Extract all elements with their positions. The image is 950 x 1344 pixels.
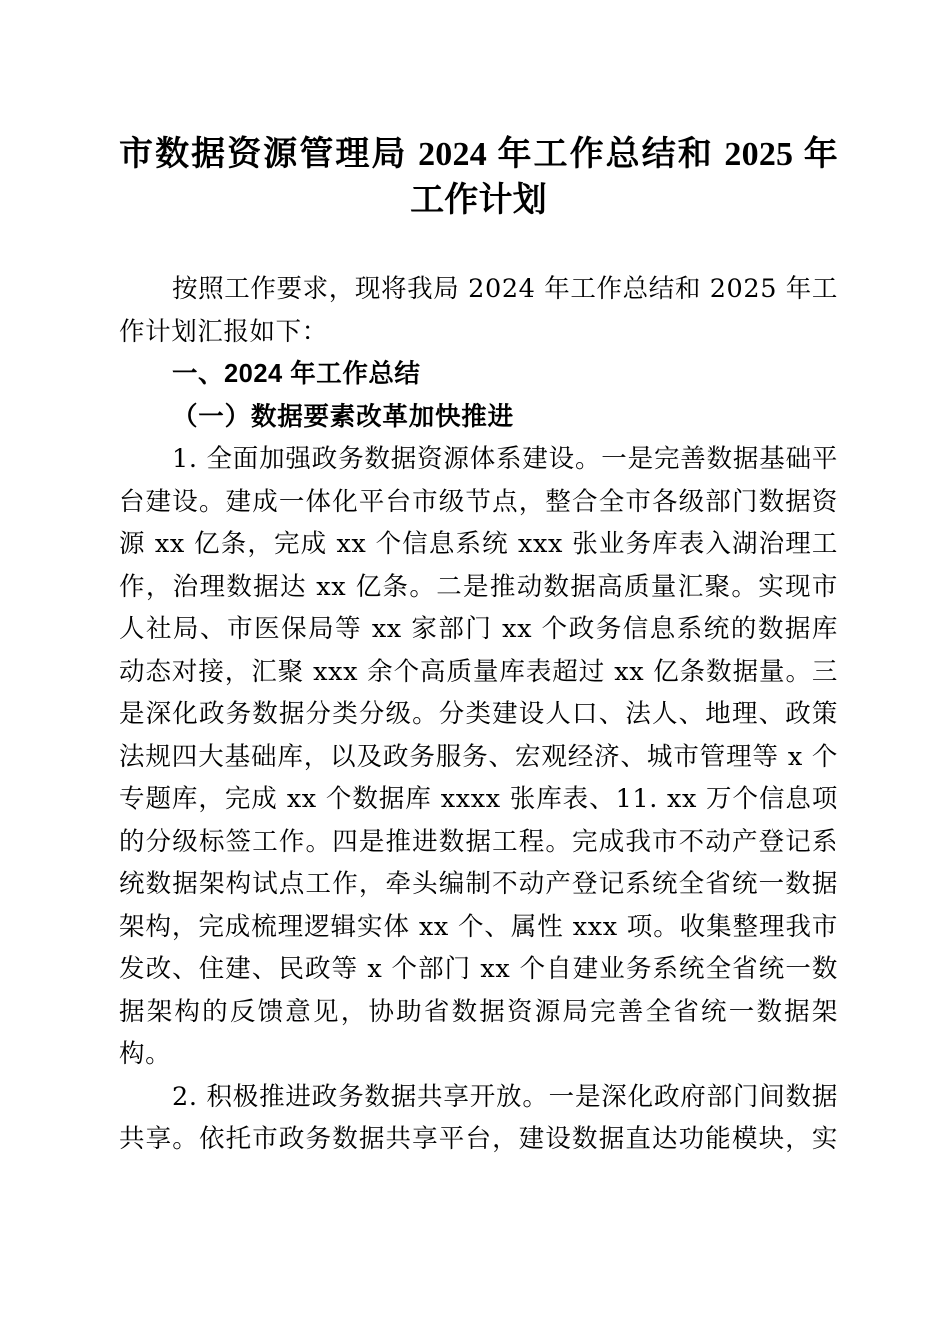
body-paragraph-1: 1. 全面加强政务数据资源体系建设。一是完善数据基础平台建设。建成一体化平台市级节点，整合全市各级部门数据资源 xx 亿条，完成 xx 个信息系统 xxx 张业务库表入湖治理工作，治理数据达 xx 亿条。二是推动数据高质量汇聚。实现市人社局、市医保局等 xx 家部门 xx 个政务信息系统的数据库动态对接，汇聚 xxx 余个高质量库表超过 xx 亿条数据量。三是深化政务数据分类分级。分类建设人口、法人、地理、政策法规四大基础库，以及政务服务、宏观经济、城市管理等 x 个专题库，完成 xx 个数据库 xxxx 张库表、11. xx 万个信息项的分级标签工作。四是推进数据工程。完成我市不动产登记系统数据架构试点工作，牵头编制不动产登记系统全省统一数据架构，完成梳理逻辑实体 xx 个、属性 xxx 项。收集整理我市发改、住建、民政等 x 个部门 xx 个自建业务系统全省统一数据架构的反馈意见，协助省数据资源局完善全省统一数据架构。: [119, 444, 838, 1069]
page-title-line-2: 工作计划: [410, 182, 547, 219]
page-title: [119, 0, 838, 224]
heading-subsection-one: （一）数据要素改革加快推进: [172, 401, 514, 432]
heading-section-one: 一、2024 年工作总结: [172, 360, 421, 388]
title-spacer: [119, 224, 838, 268]
document-content: [119, 0, 838, 1161]
body-paragraph-2: 2. 积极推进政务数据共享开放。一是深化政府部门间数据共享。依托市政务数据共享平台，建设数据直达功能模块，实: [119, 1081, 838, 1154]
page-title-line-1: 市数据资源管理局 2024 年工作总结和 2025 年: [119, 136, 838, 173]
intro-paragraph: 按照工作要求，现将我局 2024 年工作总结和 2025 年工作计划汇报如下：: [119, 274, 838, 347]
